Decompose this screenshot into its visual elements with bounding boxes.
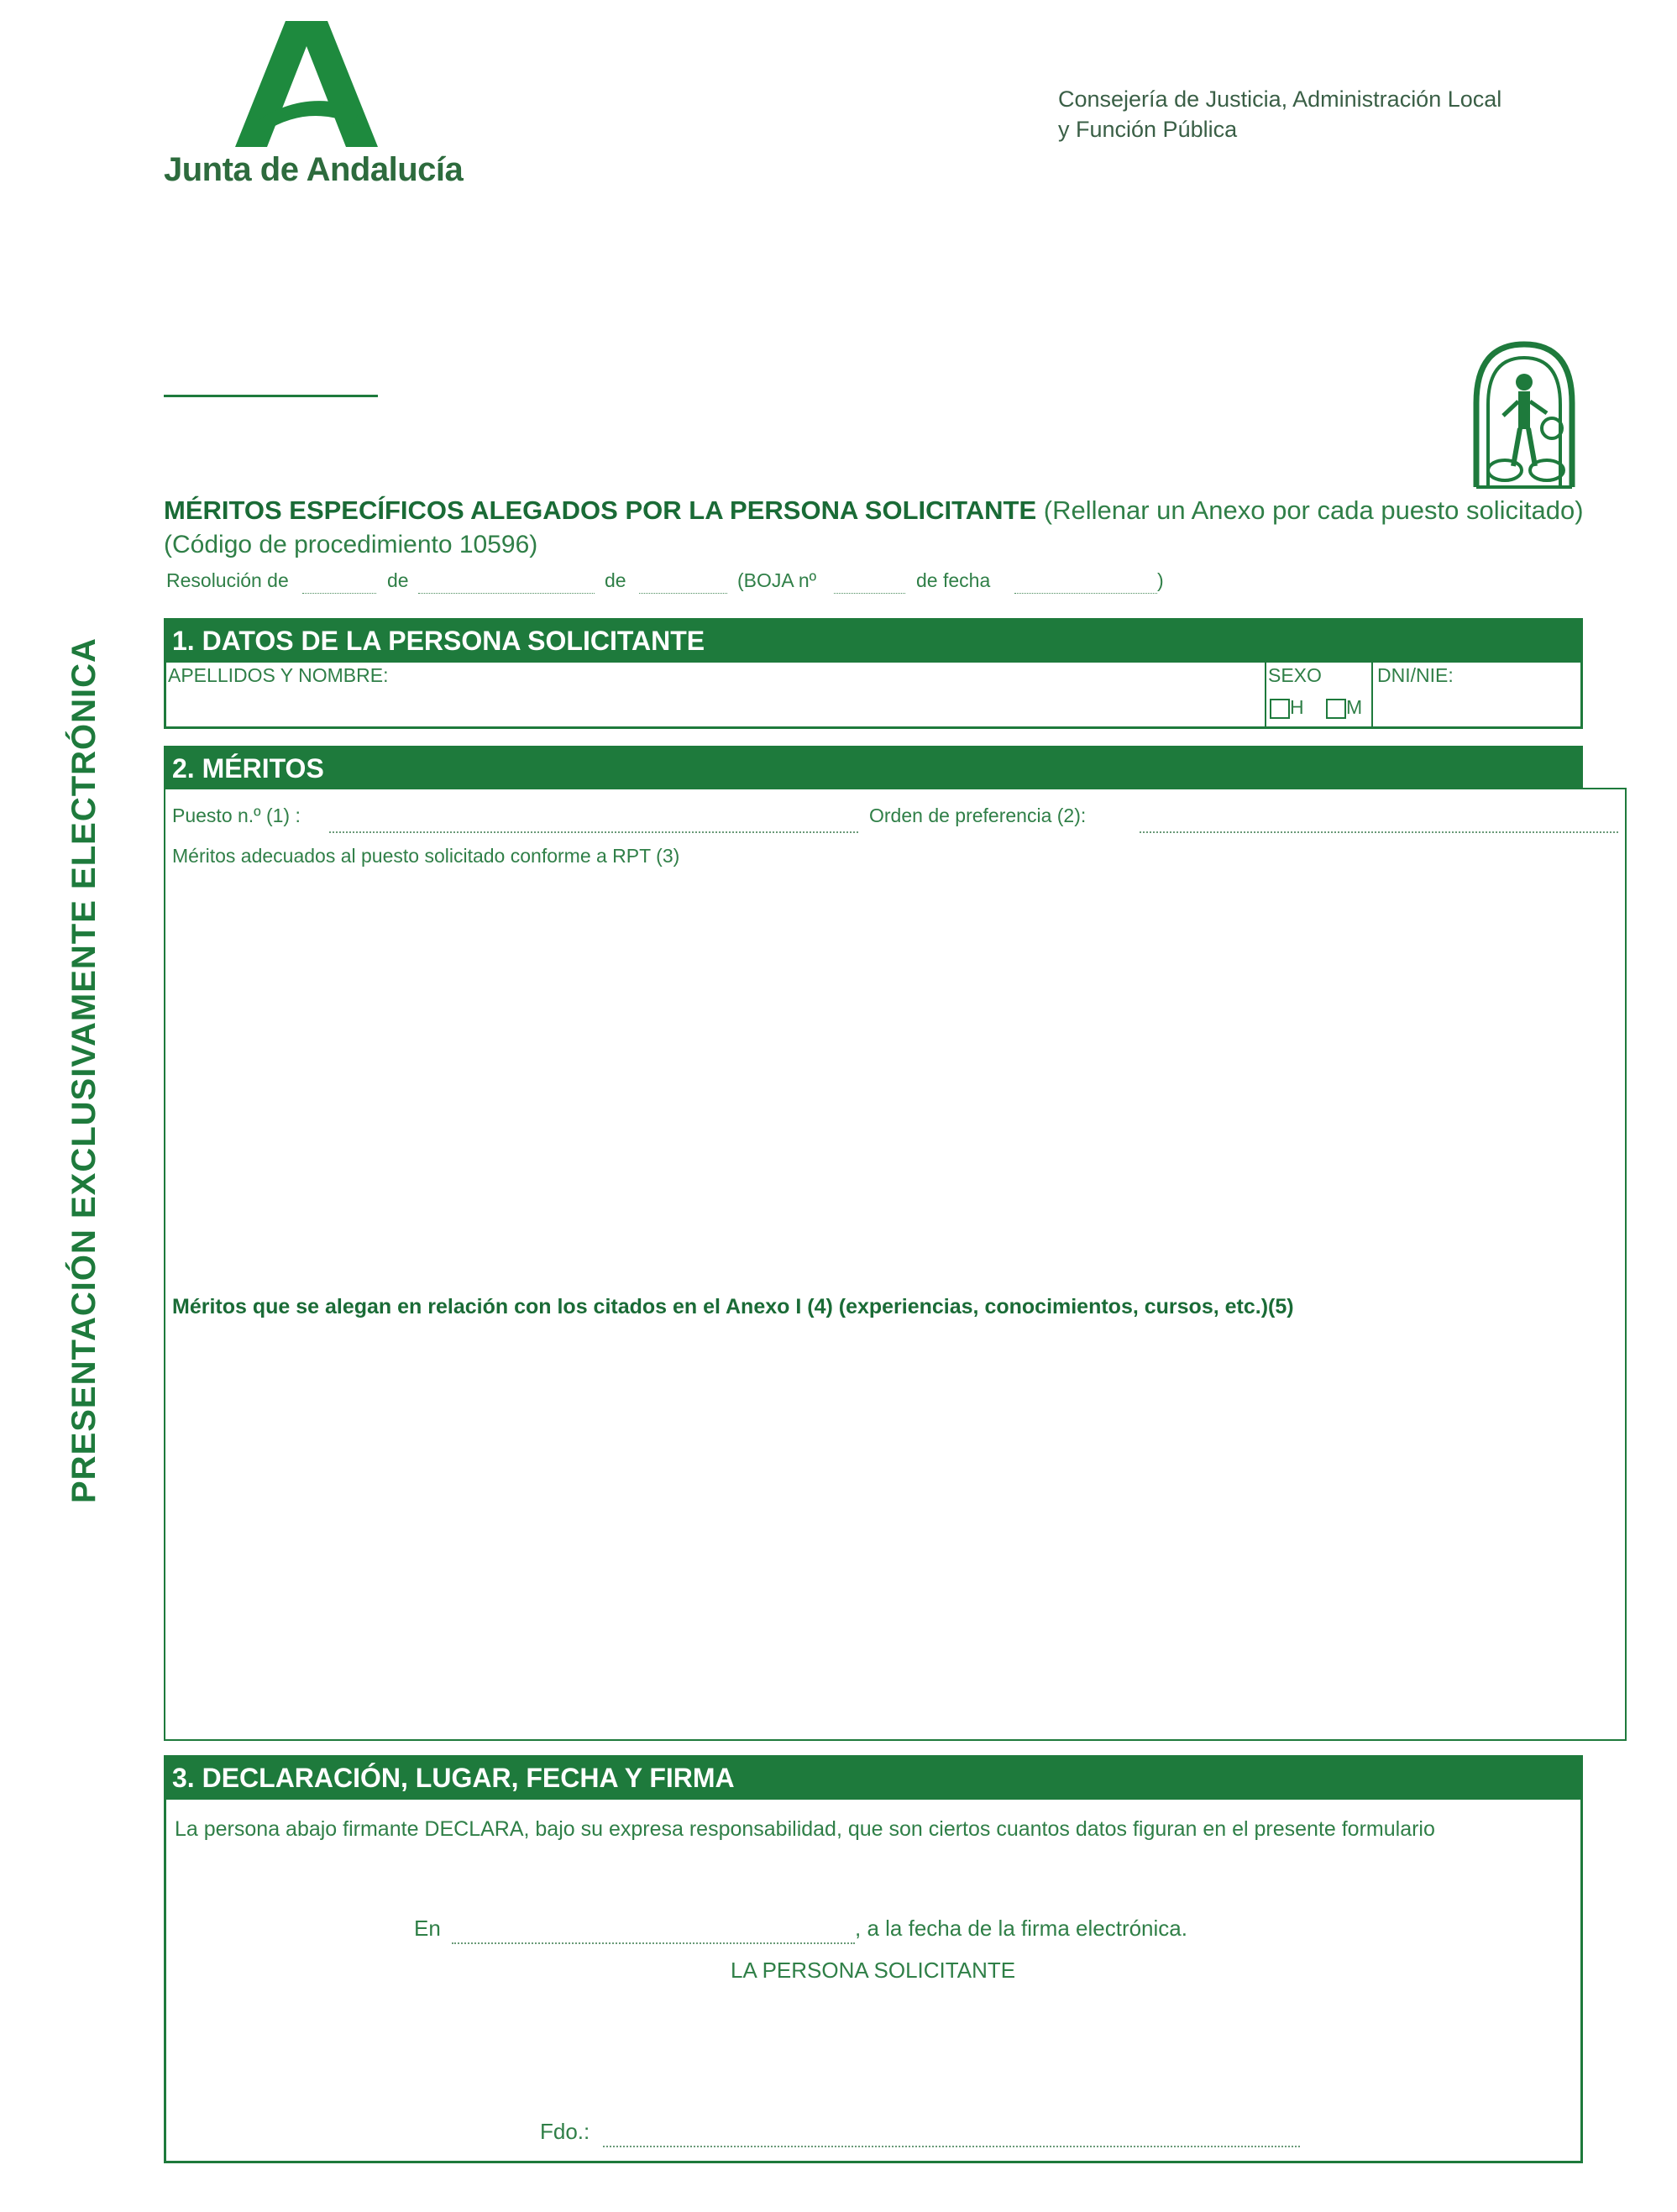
fecha-firma-text: , a la fecha de la firma electrónica. (855, 1916, 1187, 1941)
divider-sexo (1265, 660, 1266, 729)
fecha-label: de fecha (916, 569, 991, 591)
divider-dni (1371, 660, 1373, 729)
de-label-2: de (605, 569, 626, 591)
sexo-h-label: H (1290, 696, 1304, 718)
meritos-anexo-textarea[interactable] (172, 1327, 1617, 1730)
checkbox-h[interactable] (1270, 699, 1290, 719)
resolucion-number-field[interactable] (302, 569, 376, 594)
resolution-line (166, 569, 1174, 600)
puesto-input[interactable] (329, 808, 858, 833)
dni-input[interactable] (1380, 686, 1573, 725)
sexo-options (1270, 696, 1362, 719)
meritos-rpt-label: Méritos adecuados al puesto solicitado conforme a RPT (3) (172, 845, 680, 867)
procedure-code: (Código de procedimiento 10596) (164, 531, 538, 558)
section-3-box (164, 1797, 1583, 2163)
en-label: En (414, 1916, 441, 1941)
sexo-m-label: M (1346, 696, 1363, 718)
apellidos-input[interactable] (175, 686, 1258, 725)
apellidos-label: APELLIDOS Y NOMBRE: (168, 664, 389, 686)
andalucia-emblem-icon (1470, 336, 1579, 491)
meritos-rpt-textarea[interactable] (172, 873, 1617, 1285)
side-vertical-text: PRESENTACIÓN EXCLUSIVAMENTE ELECTRÓNICA (66, 637, 102, 1503)
boja-number-field[interactable] (834, 569, 905, 594)
junta-logo-icon (235, 21, 378, 147)
form-title-note: (Rellenar un Anexo por cada puesto solicitado) (1043, 495, 1584, 525)
section-2-box (164, 788, 1627, 1741)
header-rule (164, 395, 378, 397)
checkbox-m[interactable] (1326, 699, 1346, 719)
logo-text: Junta de Andalucía (164, 151, 464, 188)
declaration-text: La persona abajo firmante DECLARA, bajo su expresa responsabilidad, que son ciertos cuantos datos figuran en el presente formulario (175, 1817, 1435, 1841)
form-title (164, 495, 1584, 526)
resolucion-label: Resolución de (166, 569, 289, 591)
section-2-header: 2. MÉRITOS (164, 746, 1583, 789)
department-line-1: Consejería de Justicia, Administración Local (1058, 86, 1502, 112)
puesto-label: Puesto n.º (1) : (172, 805, 301, 826)
section-3-header: 3. DECLARACIÓN, LUGAR, FECHA Y FIRMA (164, 1755, 1583, 1799)
de-label-1: de (387, 569, 409, 591)
boja-label: (BOJA nº (737, 569, 817, 591)
close-paren: ) (1157, 569, 1164, 591)
solicitante-label: LA PERSONA SOLICITANTE (731, 1958, 1016, 1983)
form-title-bold: MÉRITOS ESPECÍFICOS ALEGADOS POR LA PERSONA SOLICITANTE (164, 495, 1037, 525)
resolucion-day-field[interactable] (418, 569, 595, 594)
section-1-box (164, 660, 1583, 729)
boja-date-field[interactable] (1014, 569, 1157, 594)
sexo-label: SEXO (1268, 664, 1322, 686)
orden-input[interactable] (1140, 808, 1618, 833)
department-line-2: y Función Pública (1058, 117, 1238, 142)
fdo-label: Fdo.: (540, 2119, 590, 2144)
meritos-anexo-label: Méritos que se alegan en relación con los citados en el Anexo I (4) (experiencias, conocimientos, cursos, etc.)(5) (172, 1295, 1294, 1318)
department-name (1058, 84, 1501, 144)
orden-label: Orden de preferencia (2): (869, 805, 1087, 826)
section-1-header: 1. DATOS DE LA PERSONA SOLICITANTE (164, 618, 1583, 662)
firma-input[interactable] (603, 2120, 1300, 2147)
dni-label: DNI/NIE: (1377, 664, 1454, 686)
resolucion-year-field[interactable] (639, 569, 727, 594)
lugar-input[interactable] (452, 1917, 855, 1944)
